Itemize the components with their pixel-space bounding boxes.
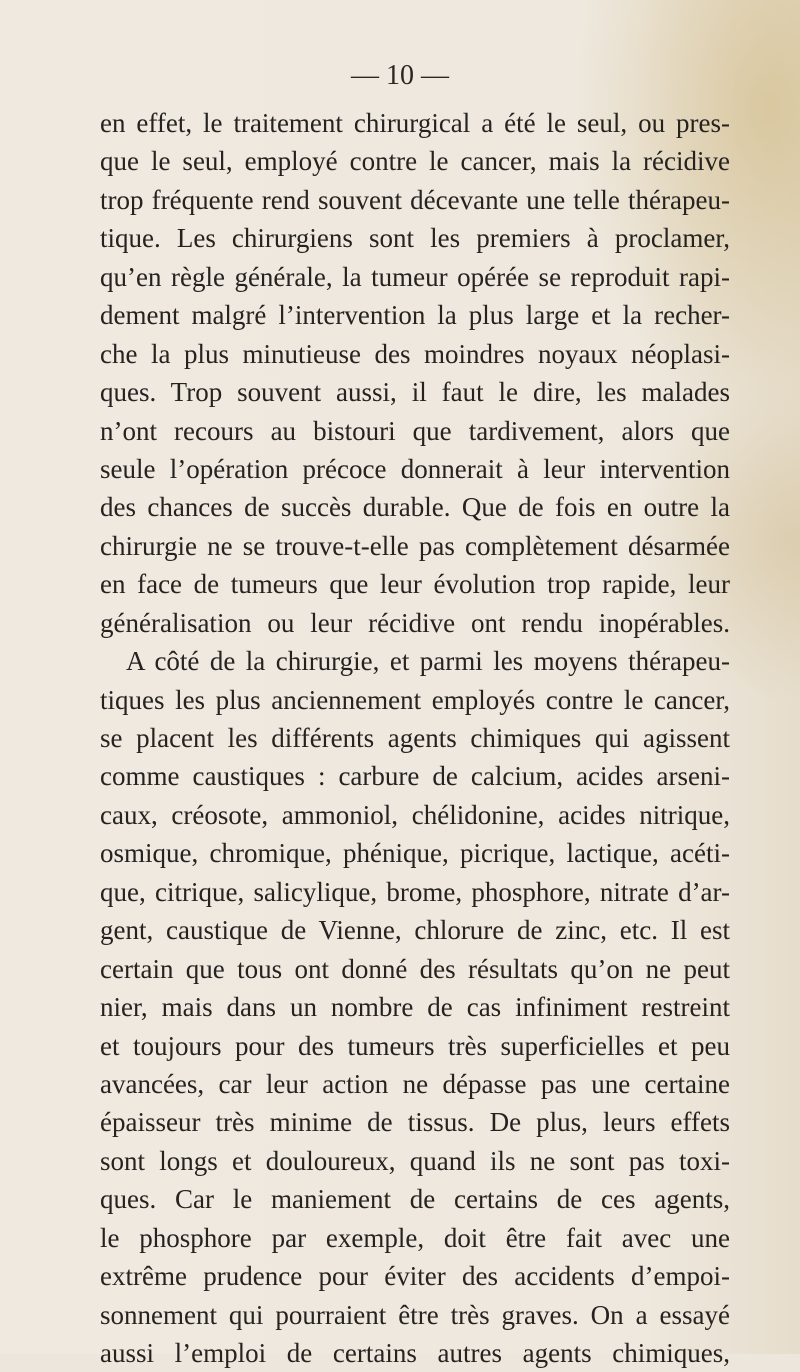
text-line: que, citrique, salicylique, brome, phosphore, nitrate d’ar- bbox=[100, 876, 730, 907]
text-line: et toujours pour des tumeurs très superficielles et peu bbox=[100, 1030, 730, 1061]
text-line: comme caustiques : carbure de calcium, acides arseni- bbox=[100, 761, 730, 792]
text-line: dement malgré l’intervention la plus large et la recher- bbox=[100, 300, 730, 331]
text-line: le phosphore par exemple, doit être fait avec une bbox=[100, 1222, 730, 1253]
text-line: chirurgie ne se trouve-t-elle pas complètement désarmée bbox=[100, 530, 730, 561]
text-line: nier, mais dans un nombre de cas infiniment restreint bbox=[100, 992, 730, 1023]
text-line: gent, caustique de Vienne, chlorure de zinc, etc. Il est bbox=[100, 915, 730, 946]
text-line: n’ont recours au bistouri que tardivement, alors que bbox=[100, 415, 730, 446]
text-line: osmique, chromique, phénique, picrique, lactique, acéti- bbox=[100, 838, 730, 869]
text-line: ques. Car le maniement de certains de ces agents, bbox=[100, 1184, 730, 1215]
text-line: certain que tous ont donné des résultats qu’on ne peut bbox=[100, 953, 730, 984]
text-line: tiques les plus anciennement employés contre le cancer, bbox=[100, 684, 730, 715]
text-line: A côté de la chirurgie, et parmi les moyens thérapeu- bbox=[126, 646, 730, 677]
text-line: aussi l’emploi de certains autres agents chimiques, bbox=[100, 1338, 730, 1368]
page-number: — 10 — bbox=[351, 60, 449, 91]
text-line: se placent les différents agents chimiques qui agissent bbox=[100, 723, 730, 753]
text-line: trop fréquente rend souvent décevante une telle thérapeu- bbox=[100, 184, 730, 215]
text-line: épaisseur très minime de tissus. De plus, leurs effets bbox=[100, 1107, 730, 1138]
text-line: seule l’opération précoce donnerait à leur intervention bbox=[100, 453, 730, 484]
text-line: caux, créosote, ammoniol, chélidonine, acides nitrique, bbox=[100, 799, 730, 830]
text-line: sont longs et douloureux, quand ils ne sont pas toxi- bbox=[100, 1145, 730, 1176]
text-line: sonnement qui pourraient être très graves. On a essayé bbox=[100, 1299, 730, 1330]
text-line: que le seul, employé contre le cancer, mais la récidive bbox=[100, 146, 730, 177]
text-line: avancées, car leur action ne dépasse pas une certaine bbox=[100, 1068, 730, 1099]
text-line: che la plus minutieuse des moindres noyaux néoplasi- bbox=[100, 338, 730, 369]
text-line: extrême prudence pour éviter des accidents d’empoi- bbox=[100, 1261, 730, 1292]
text-line: qu’en règle générale, la tumeur opérée se reproduit rapi- bbox=[100, 261, 730, 292]
text-line: en face de tumeurs que leur évolution trop rapide, leur bbox=[100, 569, 730, 600]
text-line: généralisation ou leur récidive ont rendu inopérables. bbox=[100, 607, 730, 638]
body-paragraph bbox=[100, 104, 730, 1372]
text-line: en effet, le traitement chirurgical a été le seul, ou pres- bbox=[100, 108, 730, 138]
text-line: tique. Les chirurgiens sont les premiers à proclamer, bbox=[100, 223, 730, 254]
text-line: des chances de succès durable. Que de fois en outre la bbox=[100, 492, 730, 523]
text-line: ques. Trop souvent aussi, il faut le dire, les malades bbox=[100, 377, 730, 408]
